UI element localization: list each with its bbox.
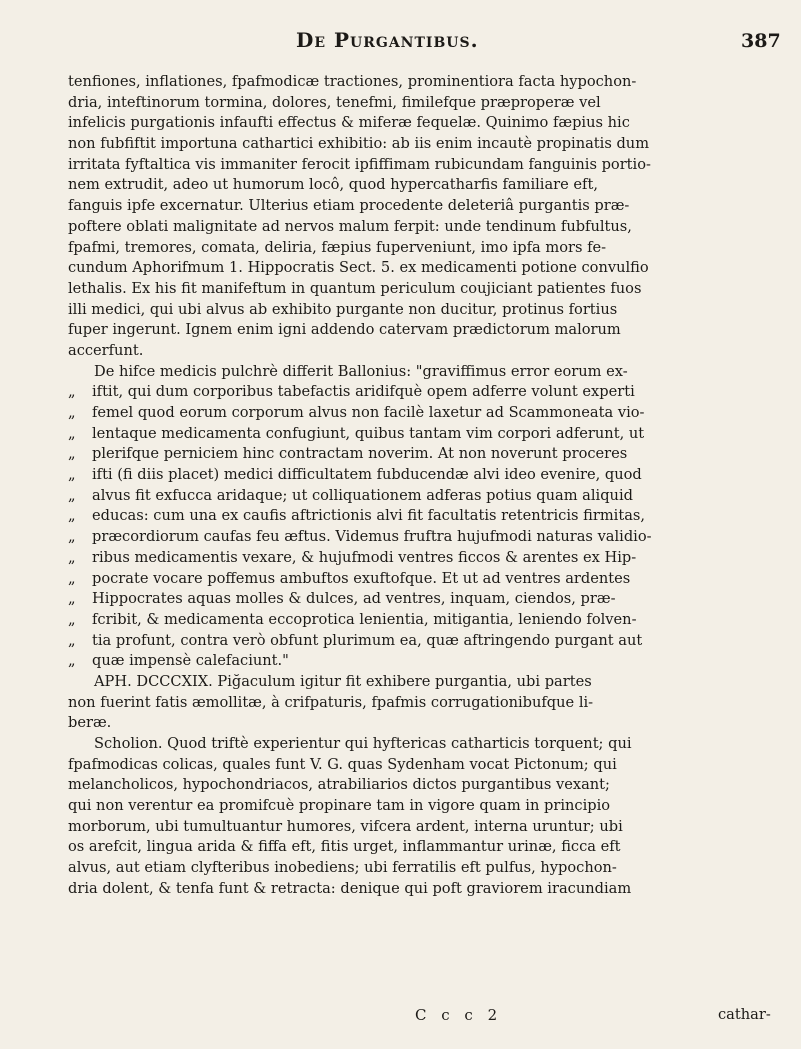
line-text: poftere oblati malignitate ad nervos malum ferpit: unde tendinum fubfultus, [68, 217, 632, 235]
line-text: lentaque medicamenta confugiunt, quibus tantam vim corpori adferunt, ut [92, 424, 645, 442]
text-line [68, 444, 776, 465]
text-line [68, 713, 776, 734]
text-line [68, 569, 776, 590]
text-line [68, 155, 776, 176]
text-line [68, 341, 776, 362]
quote-mark: „ [68, 590, 76, 608]
text-line [68, 175, 776, 196]
quote-mark: „ [68, 424, 76, 442]
quote-mark: „ [68, 507, 76, 525]
line-text: fpafmodicas colicas, quales funt V. G. quas Sydenham vocat Pictonum; qui [68, 755, 617, 773]
line-text: ifti (fi diis placet) medici difficultatem fubducendæ alvi ideo evenire, quod [92, 466, 642, 484]
line-text: fcribit, & medicamenta eccoprotica lenientia, mitigantia, leniendo folven- [92, 610, 637, 628]
signature-mark: C c c 2 [415, 1006, 503, 1024]
text-line [68, 796, 776, 817]
text-line [68, 382, 776, 403]
text-line [68, 93, 776, 114]
quote-mark: „ [68, 486, 76, 504]
line-text: non fubfiftit importuna cathartici exhibitio: ab iis enim incautè propinatis dum [68, 135, 650, 153]
line-text: pocrate vocare poffemus ambuftos exuftofque. Et ut ad ventres ardentes [92, 569, 631, 587]
line-text: quæ impensè calefaciunt." [92, 652, 289, 670]
quote-mark: „ [68, 466, 76, 484]
quote-mark: „ [68, 610, 76, 628]
running-title: De Purgantibus. [296, 28, 479, 52]
text-line [68, 651, 776, 672]
text-line [68, 72, 776, 93]
line-text: cundum Aphorifmum 1. Hippocratis Sect. 5. ex medicamenti potione convulfio [68, 259, 649, 277]
text-line [68, 362, 776, 383]
line-text: Scholion. Quod triftè experientur qui hyftericas catharticis torquent; qui [94, 735, 632, 752]
text-line [68, 196, 776, 217]
text-line [68, 113, 776, 134]
line-text: nem extrudit, adeo ut humorum locô, quod hypercatharfis familiare eft, [68, 176, 598, 194]
line-text: De hifce medicis pulchrè differit Ballonius: "graviffimus error eorum ex- [94, 362, 628, 380]
text-line [68, 403, 776, 424]
quote-mark: „ [68, 383, 76, 401]
line-text: qui non verentur ea promifcuè propinare tam in vigore quam in principio [68, 797, 611, 815]
line-text: lethalis. Ex his fit manifeftum in quantum periculum coujiciant patientes fuos [68, 279, 642, 297]
text-line [68, 631, 776, 652]
text-line [68, 693, 776, 714]
quote-mark: „ [68, 528, 76, 546]
quote-mark: „ [68, 404, 76, 421]
text-line [68, 734, 776, 755]
text-line [68, 134, 776, 155]
line-text: melancholicos, hypochondriacos, atrabiliarios dictos purgantibus vexant; [68, 776, 610, 794]
quote-mark: „ [68, 445, 76, 463]
line-text: femel quod eorum corporum alvus non facilè laxetur ad Scammoneata vio- [92, 404, 645, 421]
line-text: ribus medicamentis vexare, & hujufmodi ventres ficcos & arentes ex Hip- [92, 548, 637, 566]
text-line [68, 217, 776, 238]
line-text: educas: cum una ex caufis aftrictionis alvi fit facultatis retentricis firmitas, [92, 507, 646, 525]
text-line [68, 465, 776, 486]
line-text: os arefcit, lingua arida & fiffa eft, fitis urget, inflammantur urinæ, ficca eft [68, 838, 621, 856]
text-line [68, 858, 776, 879]
line-text: fpafmi, tremores, comata, deliria, fæpius fuperveniunt, imo ipfa mors fe- [68, 238, 607, 256]
quote-mark: „ [68, 548, 76, 566]
text-line [68, 548, 776, 569]
page-header [0, 22, 801, 62]
quote-mark: „ [68, 569, 76, 587]
line-text: morborum, ubi tumultuantur humores, vifcera ardent, interna uruntur; ubi [68, 817, 623, 835]
text-line [68, 238, 776, 259]
text-line [68, 879, 776, 900]
text-line [68, 837, 776, 858]
line-text: fanguis ipfe excernatur. Ulterius etiam procedente deleteriâ purgantis præ- [68, 197, 630, 215]
line-text: alvus, aut etiam clyfteribus inobediens; ubi ferratilis eft pulfus, hypochon- [68, 859, 617, 877]
text-line [68, 589, 776, 610]
text-line [68, 775, 776, 796]
line-text: fuper ingerunt. Ignem enim igni addendo catervam prædictorum malorum [68, 321, 621, 339]
line-text: dria, inteftinorum tormina, dolores, tenefmi, fimilefque præproperæ vel [68, 93, 601, 111]
line-text: non fuerint fatis æmollitæ, à crifpaturis, fpafmis corrugationibufque li- [68, 693, 594, 711]
line-text: plerifque perniciem hinc contractam noverim. At non noverunt proceres [92, 445, 628, 463]
line-text: infelicis purgationis infaufti effectus & miferæ fequelæ. Quinimo fæpius hic [68, 114, 630, 132]
line-text: beræ. [68, 714, 112, 732]
line-text: iftit, qui dum corporibus tabefactis aridifquè opem adferre volunt experti [92, 383, 635, 401]
line-text: accerfunt. [68, 341, 144, 359]
line-text: illi medici, qui ubi alvus ab exhibito purgante non ducitur, protinus fortius [68, 300, 618, 318]
text-line [68, 258, 776, 279]
text-line [68, 424, 776, 445]
catchword: cathar- [718, 1006, 771, 1023]
quote-mark: „ [68, 652, 76, 670]
quote-mark: „ [68, 631, 76, 649]
body-text [68, 72, 776, 900]
line-text: APH. DCCCXIX. Piğaculum igitur fit exhibere purgantia, ubi partes [94, 672, 592, 690]
text-line [68, 817, 776, 838]
line-text: tenfiones, inflationes, fpafmodicæ tractiones, prominentiora facta hypochon- [68, 73, 637, 90]
line-text: tia profunt, contra verò obfunt plurimum ea, quæ aftringendo purgant aut [92, 631, 643, 649]
line-text: alvus fit exfucca aridaque; ut colliquationem adferas potius quam aliquid [92, 486, 633, 504]
page-number: 387 [741, 30, 781, 52]
line-text: Hippocrates aquas molles & dulces, ad ventres, inquam, ciendos, præ- [92, 590, 616, 608]
line-text: dria dolent, & tenfa funt & retracta: denique qui poft graviorem iracundiam [68, 879, 632, 897]
text-line [68, 610, 776, 631]
text-line [68, 300, 776, 321]
text-line [68, 506, 776, 527]
line-text: præcordiorum caufas feu æftus. Videmus fruftra hujufmodi naturas validio- [92, 528, 652, 546]
line-text: irritata fyftaltica vis immaniter ferocit ipfiffimam rubicundam fanguinis portio- [68, 155, 651, 173]
text-line [68, 527, 776, 548]
text-line [68, 486, 776, 507]
text-line [68, 755, 776, 776]
text-line [68, 320, 776, 341]
text-line [68, 279, 776, 300]
text-line [68, 672, 776, 693]
